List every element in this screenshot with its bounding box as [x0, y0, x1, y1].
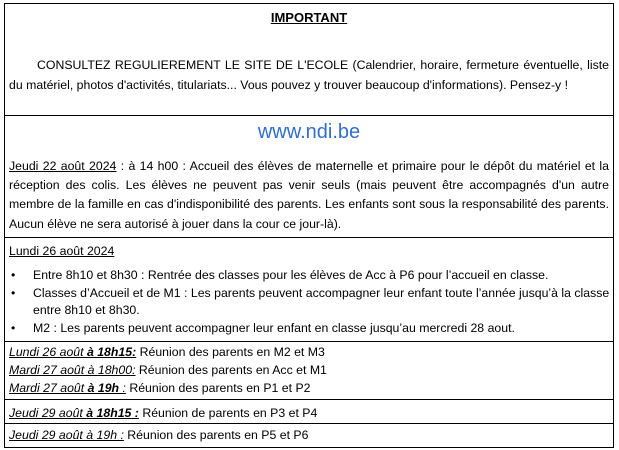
meeting-text: Réunion de parents en P3 et P4	[138, 406, 318, 420]
meeting-sep: :	[119, 381, 126, 395]
meeting-date: Mardi 27 août à	[9, 363, 98, 377]
divider	[5, 115, 613, 116]
meeting-row	[9, 379, 311, 397]
meeting-row	[9, 426, 308, 444]
meeting-date: Lundi 26 août	[9, 345, 87, 359]
meeting-sep: :	[132, 345, 137, 359]
jeudi22-text: : à 14 h00 : Accueil des élèves de maternelle et primaire pour le dépôt du matériel et la réception des colis. Les élèves ne peuvent pas venir seuls (mais peuvent être accompagnés d'un autre membre de la famille en cas d'indisponibilité des parents. Les enfants sont sous la responsabilité des parents. Aucun élève ne sera autorisé à jouer dans la cour ce jour-là).	[9, 159, 609, 231]
meeting-time: à 18h15	[86, 406, 132, 420]
meeting-row	[9, 404, 317, 422]
list-item: • M2 : Les parents peuvent accompagner leur enfant en classe jusqu’au mercredi 28 aout.	[9, 320, 611, 337]
lundi26-list	[9, 267, 611, 338]
jeudi22-paragraph	[9, 157, 609, 234]
meeting-time: à 19h	[87, 381, 120, 395]
meeting-date: Jeudi 29 août à 19h	[9, 428, 118, 442]
meeting-row	[9, 361, 327, 379]
list-item: • Classes d’Accueil et de M1 : Les parents peuvent accompagner leur enfant toute l’année jusqu’à la classe entre 8h10 et 8h30.	[9, 285, 611, 319]
page-title: IMPORTANT	[270, 10, 348, 25]
meeting-text: Réunion des parents en P5 et P6	[123, 428, 309, 442]
notice-frame	[4, 3, 614, 448]
meeting-text: Réunion des parents en M2 et M3	[136, 345, 325, 359]
divider	[5, 399, 613, 400]
meeting-date: Mardi 27 août	[9, 381, 88, 395]
meeting-text: Réunion des parents en P1 et P2	[125, 381, 311, 395]
divider	[5, 423, 613, 424]
meeting-text: Réunion des parents en Acc et M1	[135, 363, 327, 377]
meeting-row	[9, 343, 325, 361]
consult-paragraph: CONSULTEZ REGULIEREMENT LE SITE DE L'ECOLE (Calendrier, horaire, fermeture éventuelle, liste du matériel, photos d'activités, titulariats... Vous pouvez y trouver beaucoup d'informations). Pensez-y !	[9, 58, 609, 92]
divider	[5, 341, 613, 342]
jeudi22-date: Jeudi 22 août 2024	[9, 159, 117, 173]
meeting-sep: :	[117, 428, 124, 442]
lundi26-heading: Lundi 26 août 2024	[9, 244, 115, 258]
meeting-sep: :	[131, 406, 139, 420]
meeting-sep: :	[132, 363, 136, 377]
list-item: • Entre 8h10 et 8h30 : Rentrée des classes pour les élèves de Acc à P6 pour l’accueil en classe.	[9, 267, 611, 284]
meeting-date: Jeudi 29 août	[9, 406, 87, 420]
website-link[interactable]: www.ndi.be	[257, 121, 361, 143]
divider	[5, 237, 613, 238]
meeting-time: 18h00	[97, 363, 133, 377]
meeting-time: à 18h15	[86, 345, 133, 359]
